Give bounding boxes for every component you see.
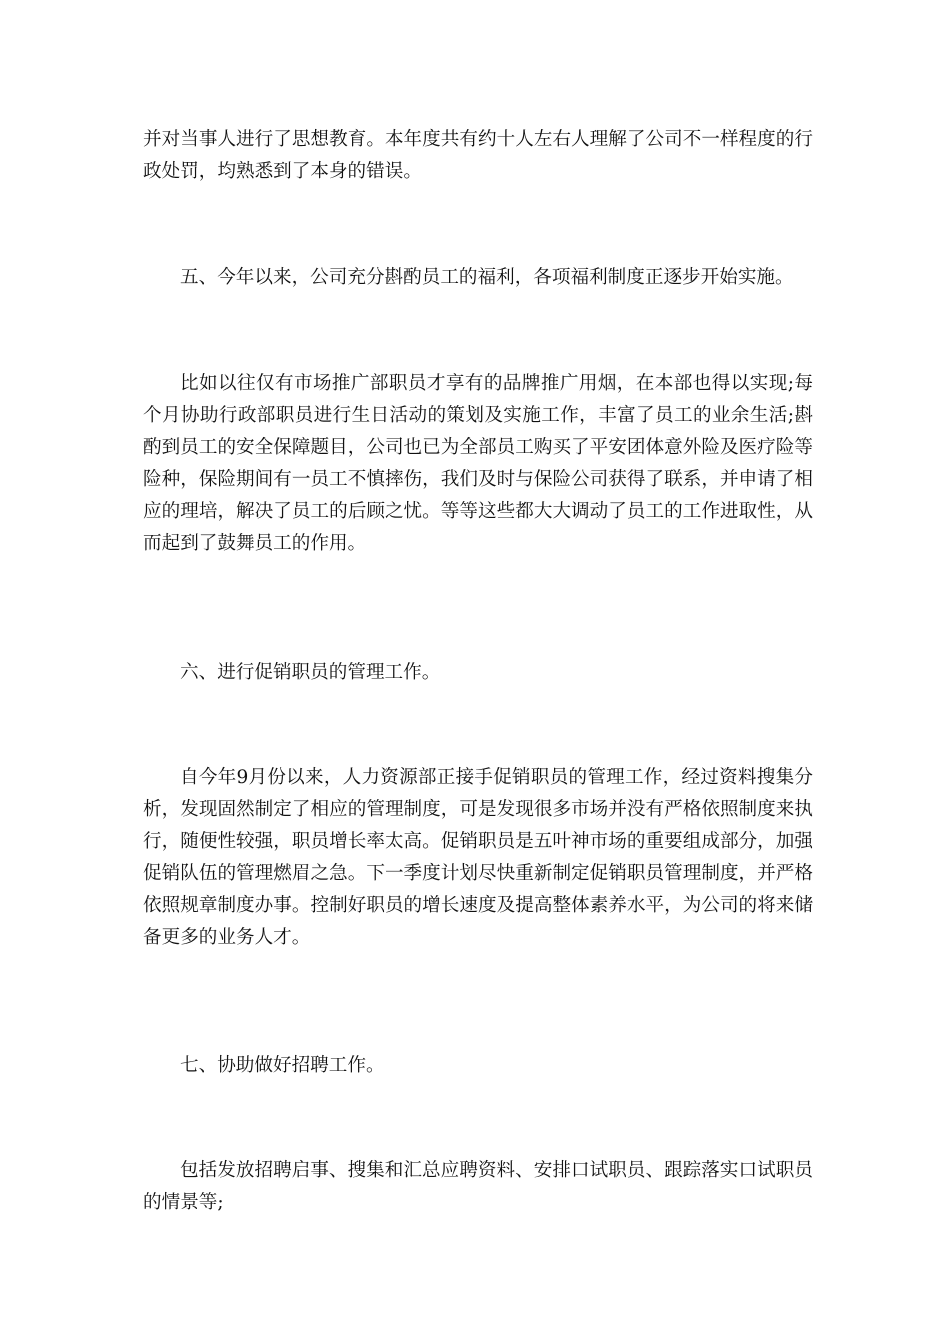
paragraph-welfare-details: 比如以往仅有市场推广部职员才享有的品牌推广用烟，在本部也得以实现;每个月协助行政部职员进行生日活动的策划及实施工作，丰富了员工的业余生活;斟酌到员工的安全保障题目，公司也已为全部员工购买了平安团体意外险及医疗险等险种，保险期间有一员工不慎摔伤，我们及时与保险公司获得了联系，并申请了相应的理培，解决了员工的后顾之忧。等等这些都大大调动了员工的工作进取性，从而起到了鼓舞员工的作用。 xyxy=(143,373,813,554)
section-five-heading: 五、今年以来，公司充分斟酌员工的福利，各项福利制度正逐步开始实施。 xyxy=(180,267,794,288)
section-six-heading: 六、进行促销职员的管理工作。 xyxy=(180,662,441,683)
paragraph-recruitment-tasks: 包括发放招聘启事、搜集和汇总应聘资料、安排口试职员、跟踪落实口试职员的情景等; xyxy=(143,1160,813,1213)
paragraph-promoter-management: 自今年9月份以来，人力资源部正接手促销职员的管理工作，经过资料搜集分析，发现固然制定了相应的管理制度，可是发现很多市场并没有严格依照制度来执行，随便性较强，职员增长率太高。促销职员是五叶神市场的重要组成部分，加强促销队伍的管理燃眉之急。下一季度计划尽快重新制定促销职员管理制度，并严格依照规章制度办事。控制好职员的增长速度及提高整体素养水平，为公司的将来储备更多的业务人才。 xyxy=(143,767,813,948)
paragraph-disciplinary-note: 并对当事人进行了思想教育。本年度共有约十人左右人理解了公司不一样程度的行政处罚，均熟悉到了本身的错误。 xyxy=(143,129,813,182)
section-seven-heading: 七、协助做好招聘工作。 xyxy=(180,1055,385,1076)
